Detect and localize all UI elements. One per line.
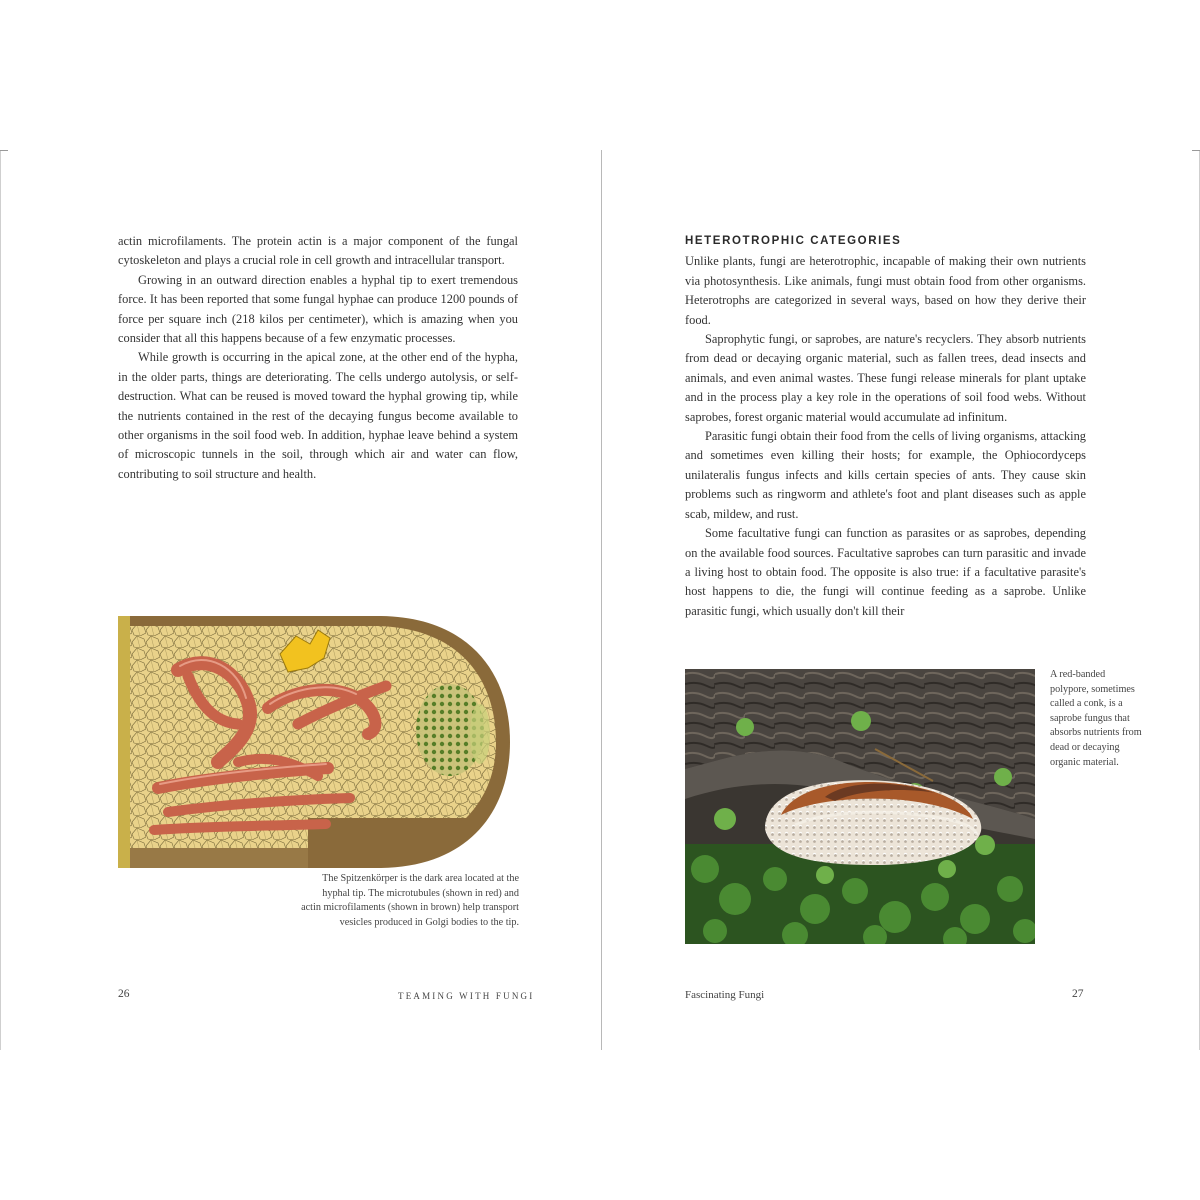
gutter-line [601, 150, 602, 1050]
crop-mark-right [1192, 150, 1200, 151]
body-paragraph: Unlike plants, fungi are heterotrophic, incapable of making their own nutrients via photosynthesis. Like animals, fungi must obtain food from other organisms. Heterotrophs are categorized in several ways, based on how they derive their food. [685, 254, 1086, 327]
running-head-left: TEAMING WITH FUNGI [398, 991, 535, 1001]
body-paragraph: actin microfilaments. The protein actin is a major component of the fungal cytoskeleton and plays a crucial role in cell growth and intracellular transport. [118, 234, 518, 268]
figure-caption-left: The Spitzenkörper is the dark area located at the hyphal tip. The microtubules (shown in red) and actin microfilaments (shown in brown) help transport vesicles produced in Golgi bodies to the tip. [301, 873, 519, 928]
page-edge-left [0, 150, 1, 1050]
cell-wall-strip [118, 616, 130, 868]
hyphal-tip-illustration [118, 612, 518, 884]
body-paragraph: Some facultative fungi can function as parasites or as saprobes, depending on the available food sources. Facultative saprobes can turn parasitic and invade a living host to obtain food. The opposite is also true: if a facultative parasite's host happens to die, the fungi will continue feeding as a saprobe. Unlike parasitic fungi, which usually don't kill their [685, 526, 1086, 618]
page-number-left: 26 [118, 988, 130, 1000]
red-banded-polypore-photo [685, 669, 1035, 944]
body-paragraph: While growth is occurring in the apical zone, at the other end of the hypha, in the older parts, things are deteriorating. The cells undergo autolysis, or self-destruction. What can be reused is moved toward the hyphal growing tip, while the nutrients contained in the rest of the decaying fungus become available to other organisms in the soil food web. In addition, hyphae leave behind a system of microscopic tunnels in the soil, through which air and water can flow, contributing to soil structure and health. [118, 350, 518, 481]
body-paragraph: Parasitic fungi obtain their food from the cells of living organisms, attacking and sometimes even killing their hosts; for example, the Ophiocordyceps unilateralis fungus infects and kills certain species of ants. They cause skin problems such as ringworm and athlete's foot and plant diseases such as apple scab, mildew, and rust. [685, 429, 1086, 521]
body-paragraph: Saprophytic fungi, or saprobes, are nature's recyclers. They absorb nutrients from dead or decaying organic material, such as fallen trees, dead insects and animals, and even animal wastes. These fungi release minerals for plant uptake and in the process play a key role in the operations of soil food webs. Without saprobes, forest organic material would accumulate ad infinitum. [685, 332, 1086, 424]
page-number-right: 27 [1072, 988, 1084, 1000]
running-head-right: Fascinating Fungi [685, 989, 765, 1001]
section-heading: HETEROTROPHIC CATEGORIES [685, 235, 902, 247]
crop-mark-left [0, 150, 8, 151]
left-page-body [118, 232, 518, 484]
figure-caption-right: A red-banded polypore, sometimes called a conk, is a saprobe fungus that absorbs nutrients from dead or decaying organic material. [1050, 669, 1142, 768]
right-page-body [685, 232, 1086, 621]
body-paragraph: Growing in an outward direction enables a hyphal tip to exert tremendous force. It has been reported that some fungal hyphae can produce 1200 pounds of force per square inch (218 kilos per centimeter), which is amazing when you consider that all this happens because of a few enzymatic processes. [118, 272, 518, 346]
